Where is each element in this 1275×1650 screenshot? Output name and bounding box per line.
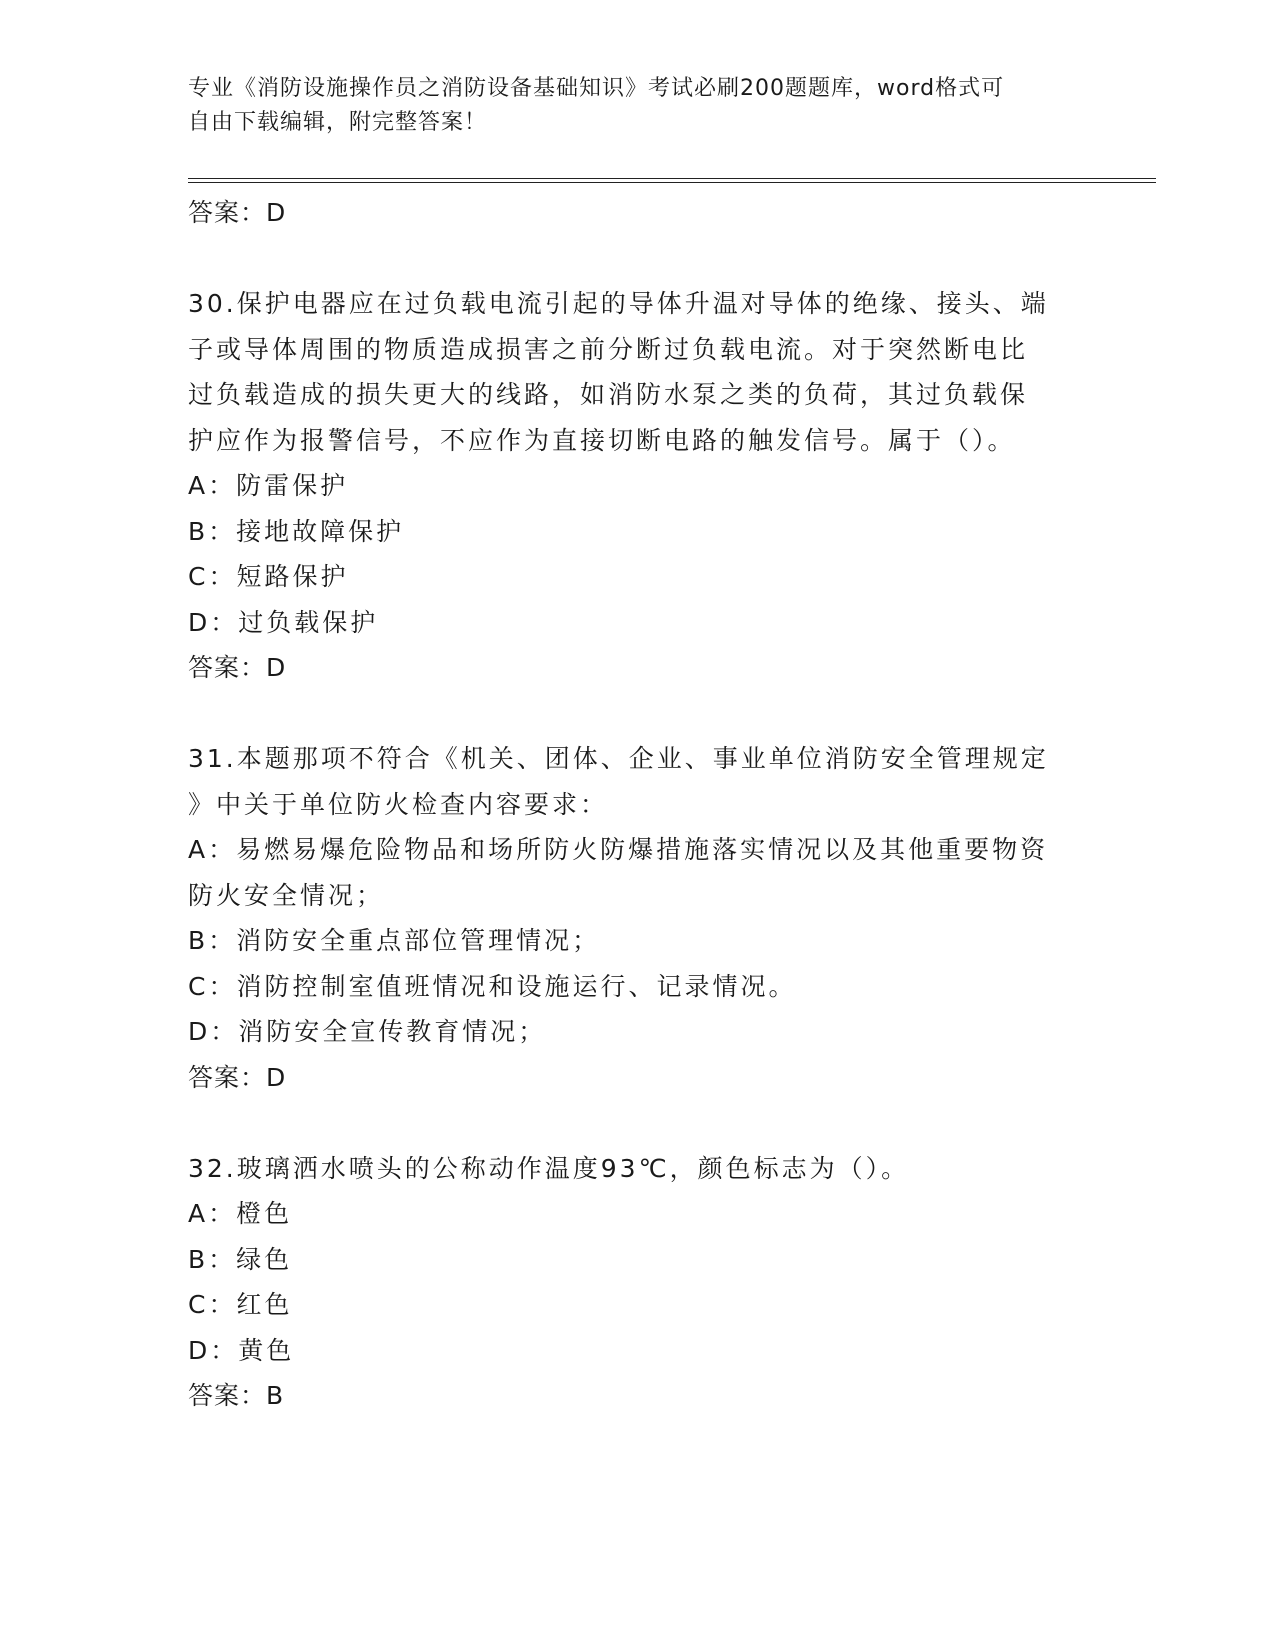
- question-text-line: 30.保护电器应在过负载电流引起的导体升温对导体的绝缘、接头、端: [188, 289, 1049, 318]
- previous-answer: 答案：D: [188, 198, 287, 227]
- question-text-line: 32.玻璃洒水喷头的公称动作温度93℃，颜色标志为（）。: [188, 1153, 910, 1183]
- answer: 答案：D: [188, 653, 287, 682]
- question-30: [188, 281, 1088, 691]
- spacer: [188, 691, 1088, 737]
- option-a-continued: 防火安全情况；: [188, 880, 385, 910]
- spacer: [188, 1100, 1088, 1146]
- question-31: [188, 736, 1088, 1100]
- option-b: B：绿色: [188, 1244, 293, 1274]
- header-divider: [188, 178, 1156, 183]
- option-a: A：易燃易爆危险物品和场所防火防爆措施落实情况以及其他重要物资: [188, 835, 1049, 864]
- question-text-line: 子或导体周围的物质造成损害之前分断过负载电流。对于突然断电比: [188, 334, 1029, 364]
- option-d: D：过负载保护: [188, 607, 379, 637]
- page-header: [188, 72, 1068, 140]
- question-text-line: 31.本题那项不符合《机关、团体、企业、事业单位消防安全管理规定: [188, 744, 1049, 773]
- question-content: [188, 190, 1088, 1419]
- option-b: B：消防安全重点部位管理情况；: [188, 926, 601, 955]
- answer: 答案：B: [188, 1381, 285, 1410]
- option-d: D：黄色: [188, 1335, 295, 1365]
- answer: 答案：D: [188, 1062, 287, 1092]
- option-c: C：消防控制室值班情况和设施运行、记录情况。: [188, 971, 797, 1001]
- option-a: A：防雷保护: [188, 471, 349, 500]
- question-text-line: 过负载造成的损失更大的线路，如消防水泵之类的负荷，其过负载保: [188, 380, 1029, 409]
- option-b: B：接地故障保护: [188, 516, 405, 546]
- header-line-1: 专业《消防设施操作员之消防设备基础知识》考试必刷200题题库，word格式可: [188, 76, 1005, 101]
- option-c: C：红色: [188, 1290, 293, 1319]
- question-text-line: 》中关于单位防火检查内容要求：: [188, 789, 609, 819]
- option-d: D：消防安全宣传教育情况；: [188, 1017, 547, 1046]
- option-a: A：橙色: [188, 1199, 293, 1228]
- question-32: [188, 1146, 1088, 1419]
- spacer: [188, 236, 1088, 282]
- question-text-line: 护应作为报警信号，不应作为直接切断电路的触发信号。属于（）。: [188, 425, 1016, 455]
- header-line-2: 自由下载编辑，附完整答案！: [188, 110, 488, 135]
- option-c: C：短路保护: [188, 562, 349, 591]
